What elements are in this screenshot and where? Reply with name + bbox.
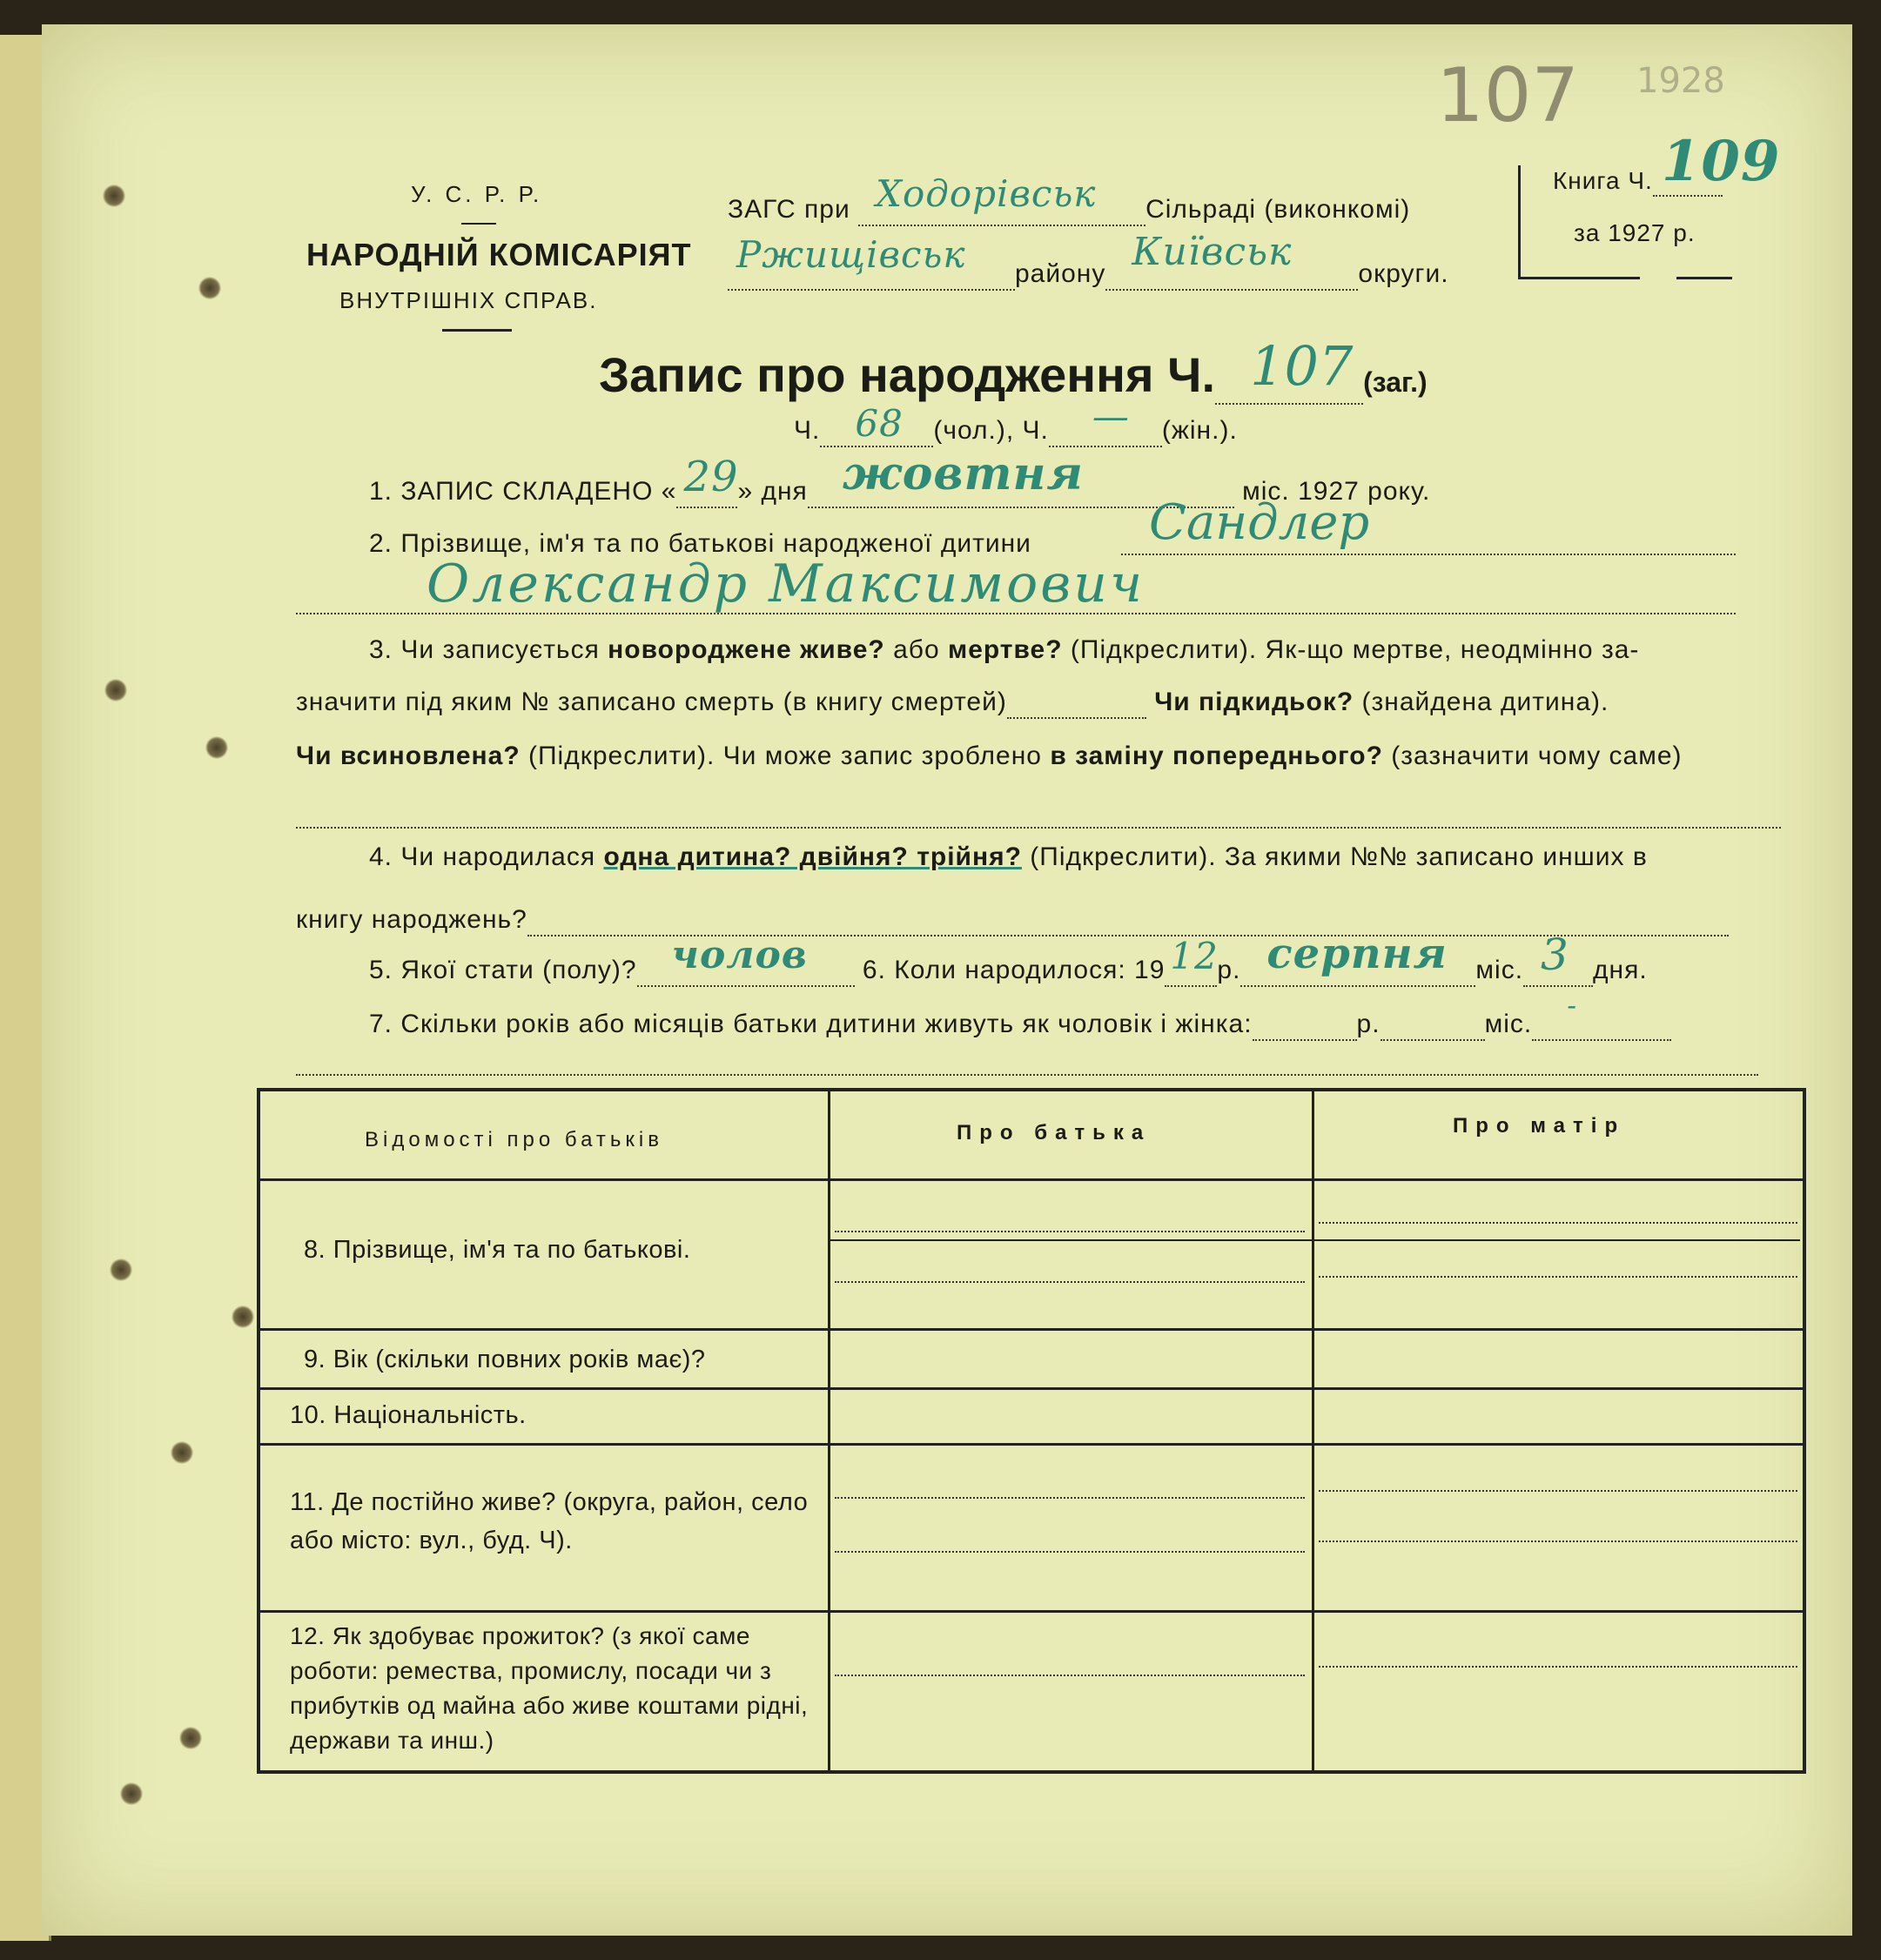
- dotted-line: [1319, 1540, 1797, 1542]
- field-1-prefix: 1. ЗАПИС СКЛАДЕНО «: [369, 477, 677, 506]
- field-7-extra: [1532, 989, 1671, 1041]
- years-suffix: р.: [1356, 1010, 1381, 1038]
- okruha-field: [1105, 230, 1358, 291]
- field-1-suffix: міс. 1927 року.: [1242, 477, 1431, 506]
- commissariat-label: НАРОДНІЙ КОМІСАРІЯТ: [306, 237, 692, 272]
- pencil-number: 107: [1436, 52, 1580, 139]
- birth-year-field: [1165, 935, 1219, 987]
- ch-label: Ч.: [794, 416, 821, 445]
- binding-hole: [205, 736, 228, 759]
- field-3-text: значити під яким № записано смерть (в книгу смертей): [296, 688, 1007, 716]
- field-6-label: 6. Коли народилося: 19: [862, 956, 1166, 984]
- field-3-line-3: [296, 742, 1683, 771]
- male-count-value: 68: [855, 402, 904, 445]
- death-number-field: [1007, 688, 1146, 719]
- field-2-label: 2. Прізвище, ім'я та по батькові народженої дитини: [369, 529, 1031, 558]
- row-divider: [260, 1443, 1803, 1446]
- header-mother: Про матір: [1453, 1114, 1626, 1138]
- field-3-text: (Підкреслити). Чи може запис зроблено: [528, 742, 1042, 770]
- book-label: Книга Ч.: [1553, 167, 1653, 194]
- birth-day-value: 3: [1541, 930, 1569, 980]
- birth-month-value: серпня: [1266, 930, 1448, 978]
- header-father: Про батька: [957, 1121, 1152, 1144]
- book-box-border: [1676, 277, 1732, 279]
- field-3-line-1: [369, 635, 1639, 665]
- female-count-value: —: [1092, 395, 1130, 438]
- field-3-line-2: [296, 688, 1609, 719]
- zags-line: [728, 172, 1411, 226]
- okruhy-label: округи.: [1358, 259, 1449, 288]
- female-count-field: [1049, 395, 1162, 447]
- male-label: (чол.), Ч.: [933, 416, 1049, 445]
- male-count-field: [820, 402, 933, 447]
- field-4-line-2: [296, 905, 1729, 936]
- silradi-label: Сільраді: [1145, 195, 1257, 224]
- dotted-line: [835, 1551, 1305, 1553]
- dotted-line: [1319, 1666, 1797, 1668]
- row-divider: [260, 1387, 1803, 1390]
- row-8-label: 8. Прізвище, ім'я та по батькові.: [304, 1236, 691, 1264]
- birth-day-field: [1523, 930, 1593, 987]
- months-field: [1381, 1010, 1485, 1041]
- vykonkomi-label: (виконкомі): [1264, 195, 1411, 224]
- okruha-value: Київськ: [1132, 230, 1293, 274]
- sex-field: [637, 933, 855, 987]
- option-replacement: в заміну попереднього?: [1050, 742, 1383, 770]
- option-foundling: Чи підкидьок?: [1154, 688, 1354, 716]
- years-field: [1253, 1010, 1357, 1041]
- zags-field: [858, 172, 1145, 226]
- field-3-text: (Підкреслити). Як-що мертве, неодмінно за-: [1070, 635, 1640, 664]
- raion-value: Ржищівськ: [736, 233, 966, 276]
- field-1-day: [676, 453, 739, 508]
- field-4-text: (Підкреслити). За якими №№ записано инших в: [1030, 842, 1648, 871]
- divider: [442, 329, 512, 332]
- row-divider: [260, 1328, 1803, 1331]
- zags-prefix: ЗАГС при: [728, 195, 850, 224]
- option-alive: новороджене живе?: [608, 635, 885, 664]
- dotted-line: [835, 1675, 1305, 1676]
- column-divider: [1312, 1091, 1314, 1770]
- year-suffix: р.: [1217, 956, 1241, 984]
- field-3-text: (зазначити чому саме): [1391, 742, 1683, 770]
- book-field: [1653, 129, 1781, 197]
- option-adopted: Чи всиновлена?: [296, 742, 521, 770]
- birth-count-options: одна дитина? двійня? трійня?: [603, 842, 1022, 871]
- row-10-label: 10. Національність.: [290, 1401, 527, 1429]
- book-value: 109: [1661, 129, 1781, 194]
- field-3-text: або: [893, 635, 940, 664]
- parents-table: [257, 1088, 1806, 1774]
- record-title: Запис про народження Ч.: [599, 347, 1216, 402]
- months-suffix: міс.: [1484, 1010, 1533, 1038]
- book-number-line: [1553, 129, 1781, 197]
- book-box-border: [1518, 165, 1521, 279]
- book-box-border: [1518, 277, 1640, 279]
- dotted-line: [1319, 1490, 1797, 1492]
- field-4-line-1: [369, 842, 1648, 872]
- field-5-label: 5. Якої стати (полу)?: [369, 956, 637, 984]
- binding-hole: [198, 277, 221, 299]
- binding-hole: [232, 1306, 254, 1328]
- dotted-line: [1319, 1276, 1797, 1278]
- binding-hole: [104, 679, 127, 701]
- binding-hole: [120, 1782, 143, 1805]
- field-3-text: (знайдена дитина).: [1361, 688, 1609, 716]
- birth-year-value: 12: [1170, 935, 1219, 977]
- row-12-label: 12. Як здобуває прожиток? (з якої саме роботи: ремества, промислу, посади чи з прибутків од майна або живе коштами рідні, держави та инш.): [290, 1622, 809, 1754]
- dotted-line: [1319, 1222, 1797, 1224]
- header-divider: [260, 1178, 1803, 1181]
- dotted-line: [835, 1281, 1305, 1283]
- record-gender-counts: [794, 395, 1238, 447]
- binding-hole: [110, 1259, 132, 1281]
- field-1-month-value: жовтня: [842, 447, 1084, 500]
- field-2-surname: Сандлер: [1149, 494, 1370, 551]
- dotted-line: [835, 1497, 1305, 1499]
- book-year: за 1927 р.: [1574, 219, 1696, 246]
- row-divider: [260, 1610, 1803, 1613]
- binding-hole: [103, 185, 125, 207]
- field-4-text: 4. Чи народилася: [369, 842, 596, 871]
- raionu-label: району: [1015, 259, 1106, 288]
- record-number-field: [1215, 334, 1363, 405]
- record-suffix: (заг.): [1363, 366, 1428, 398]
- record-number-value: 107: [1250, 334, 1354, 398]
- row-11-label: 11. Де постійно живе? (округа, район, село або місто: вул., буд. Ч).: [290, 1488, 809, 1554]
- republic-label: У. С. Р. Р.: [411, 181, 543, 207]
- day-suffix: дня.: [1593, 956, 1648, 984]
- raion-field: [728, 233, 1015, 291]
- record-title-line: [599, 334, 1428, 405]
- pencil-note: 1928: [1636, 61, 1725, 101]
- field-5-6-line: [369, 930, 1648, 987]
- header-parents-info: Відомості про батьків: [365, 1128, 663, 1151]
- sex-value: чолов: [671, 933, 808, 977]
- field-7-line: [369, 989, 1671, 1041]
- row-9-label: 9. Вік (скільки повних років має)?: [304, 1346, 706, 1373]
- birth-month-field: [1240, 930, 1475, 987]
- binding-hole: [179, 1727, 202, 1749]
- field-3-blank-line: [296, 809, 1781, 829]
- option-dead: мертве?: [948, 635, 1063, 664]
- field-3-text: 3. Чи записується: [369, 635, 600, 664]
- field-2-name: Олександр Максимович: [427, 554, 1145, 614]
- female-label: (жін.).: [1161, 416, 1238, 445]
- department-label: ВНУТРІШНІХ СПРАВ.: [339, 287, 598, 313]
- dotted-line: [835, 1231, 1305, 1232]
- field-1-mid: » дня: [737, 477, 808, 506]
- raion-line: [728, 230, 1449, 291]
- binding-hole: [171, 1441, 193, 1464]
- field-7-blank-line: [296, 1057, 1758, 1076]
- month-suffix: міс.: [1475, 956, 1524, 984]
- divider: [461, 223, 496, 225]
- field-7-label: 7. Скільки років або місяців батьки дитини живуть як чоловік і жінка:: [369, 1010, 1253, 1038]
- field-1-day-value: 29: [683, 453, 739, 501]
- field-4-text: книгу народжень?: [296, 905, 527, 934]
- zags-value: Ходорівськ: [876, 172, 1097, 215]
- field-7-value: -: [1567, 989, 1577, 1022]
- row-divider: [830, 1239, 1800, 1241]
